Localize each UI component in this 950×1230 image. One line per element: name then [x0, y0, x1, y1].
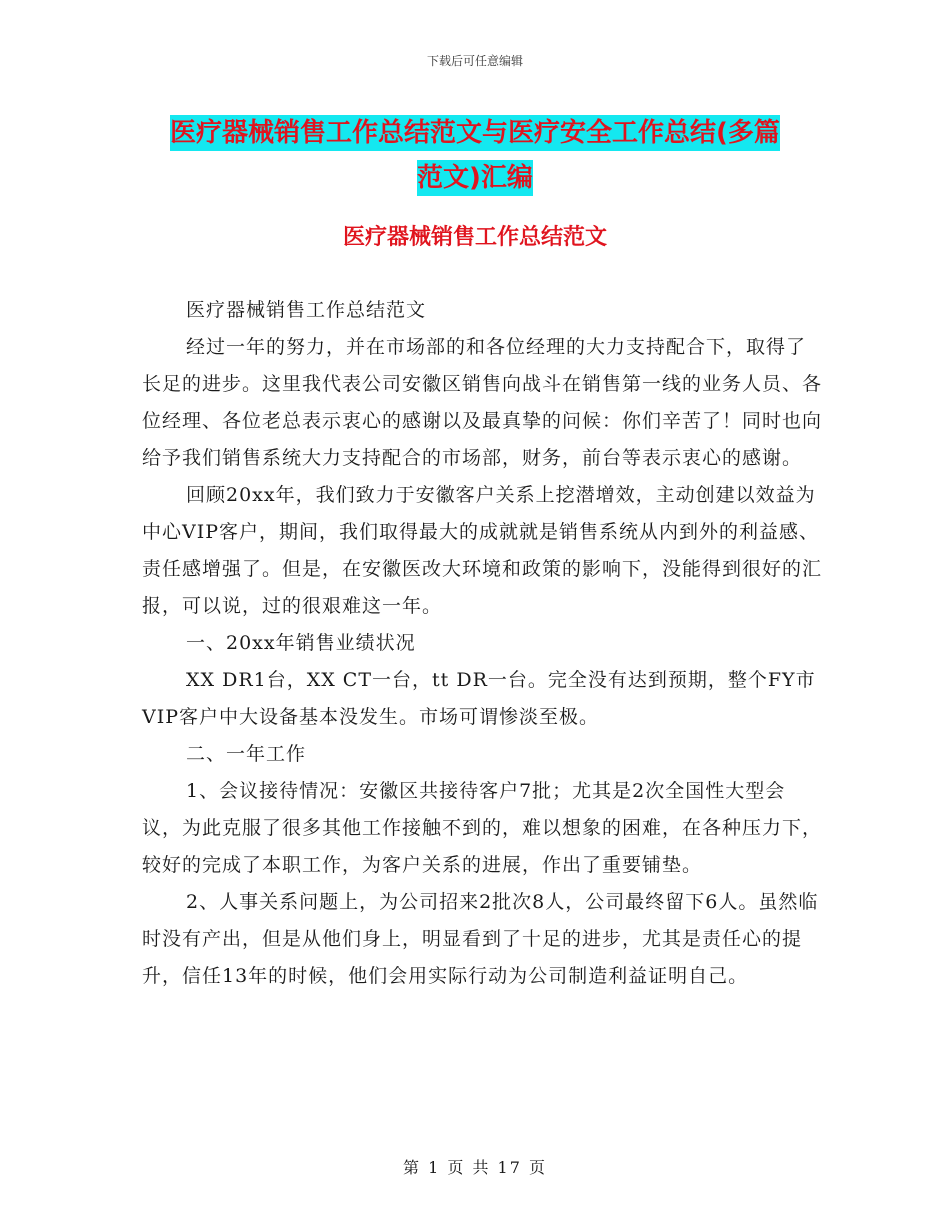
paragraph-review: 回顾20xx年，我们致力于安徽客户关系上挖潜增效，主动创建以效益为中心VIP客户，期间，我们取得最大的成就就是销售系统从内到外的利益感、责任感增强了。但是，在安徽医改大环境和政策的影响下，没能得到很好的汇报，可以说，过的很艰难这一年。 [142, 484, 823, 617]
section-title: 医疗器械销售工作总结范文 [342, 225, 607, 250]
title-highlight-2: 范文)汇编 [417, 160, 533, 196]
heading-sales-performance: 一、20xx年销售业绩状况 [186, 632, 416, 654]
body-text [142, 292, 822, 995]
paragraph-personnel: 2、人事关系问题上，为公司招来2批次8人，公司最终留下6人。虽然临时没有产出，但是从他们身上，明显看到了十足的进步，尤其是责任心的提升，信任13年的时候，他们会用实际行动为公司制造利益证明自己。 [142, 891, 819, 987]
document-title-line-1 [0, 112, 950, 149]
page-footer: 第 1 页 共 17 页 [403, 1158, 547, 1177]
paragraph-meetings: 1、会议接待情况：安徽区共接待客户7批；尤其是2次全国性大型会议，为此克服了很多其他工作接触不到的，难以想象的困难，在各种压力下，较好的完成了本职工作，为客户关系的进展，作出了重要铺垫。 [142, 780, 823, 876]
paragraph-sales: XX DR1台，XX CT一台，tt DR一台。完全没有达到预期，整个FY市VIP客户中大设备基本没发生。市场可谓惨淡至极。 [142, 669, 816, 728]
header-note: 下载后可任意编辑 [426, 54, 523, 68]
heading-annual-work: 二、一年工作 [186, 743, 307, 765]
title-highlight-1: 医疗器械销售工作总结范文与医疗安全工作总结(多篇 [170, 115, 780, 151]
paragraph-thanks: 经过一年的努力，并在市场部的和各位经理的大力支持配合下，取得了长足的进步。这里我代表公司安徽区销售向战斗在销售第一线的业务人员、各位经理、各位老总表示衷心的感谢以及最真挚的问候：你们辛苦了！同时也向给予我们销售系统大力支持配合的市场部，财务，前台等表示衷心的感谢。 [142, 336, 823, 469]
document-title-line-2 [0, 157, 950, 194]
paragraph-intro: 医疗器械销售工作总结范文 [186, 299, 427, 321]
